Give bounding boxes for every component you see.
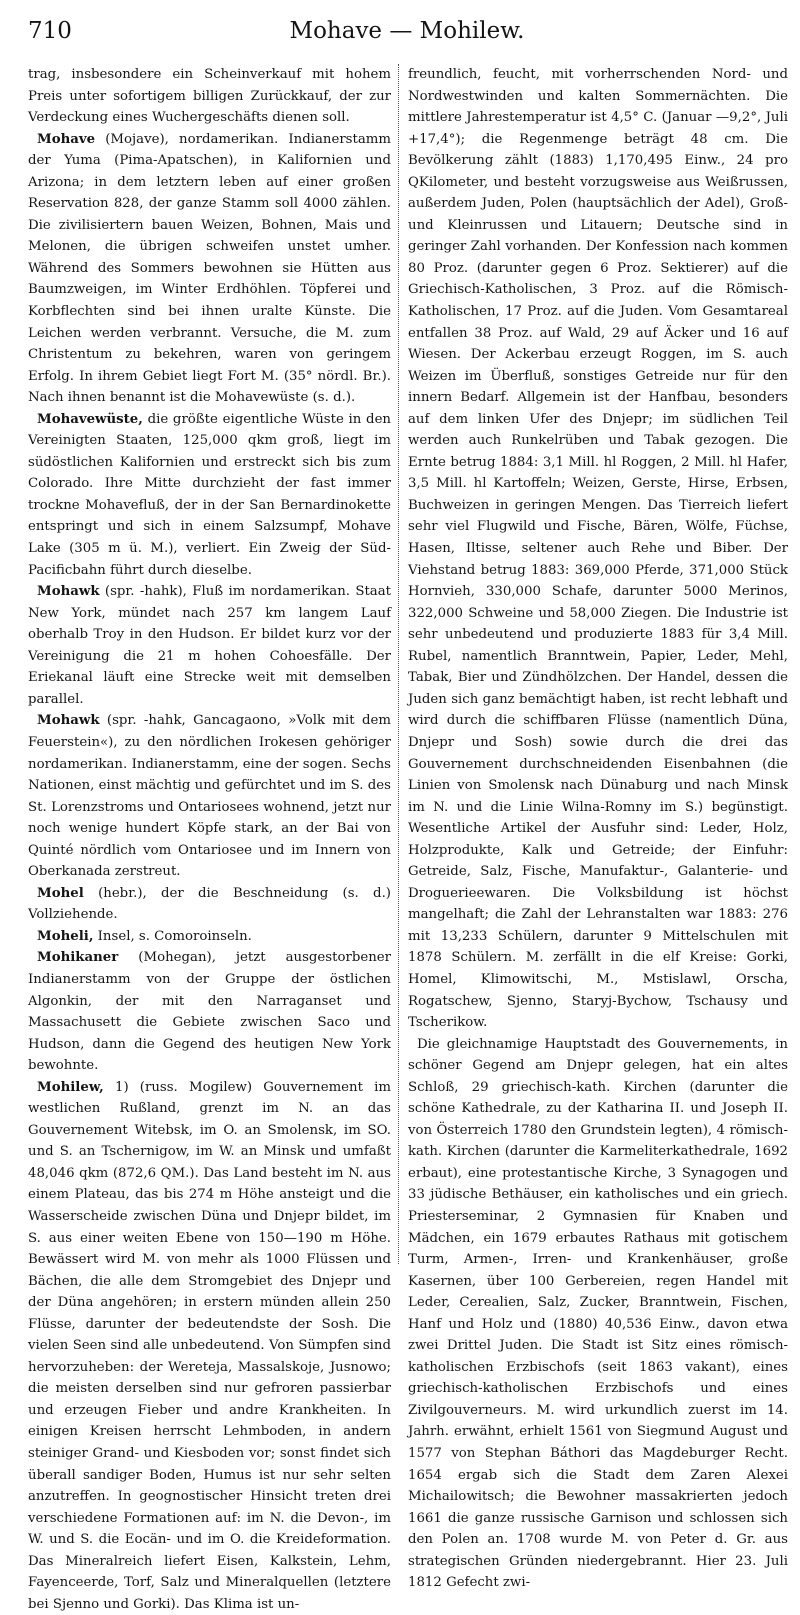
entry-mohave: [28, 129, 391, 409]
entry-text: (Mohegan), jetzt ausgestorbener Indianerstamm von der Gruppe der östlichen Algonkin, der mit den Narraganset und Massachusett die Gebiete zwischen Saco und Hudson, dann die Gegend des heutigen New York bewohnte.: [28, 950, 391, 1074]
headword: Mohawk: [37, 713, 100, 729]
entry-text: Die gleichnamige Hauptstadt des Gouvernements, in schöner Gegend am Dnjepr gelegen, hat ein altes Schloß, 29 griechisch-kath. Kirchen (darunter die schöne Kathedrale, zu der Katharina II. und Joseph II. von Österreich 1780 den Grundstein legten), 4 römisch-kath. Kirchen (darunter die Karmeliterkathedrale, 1692 erbaut), eine protestantische Kirche, 3 Synagogen und 33 jüdische Bethäuser, ein katholisches und ein griech. Priesterseminar, 2 Gymnasien für Knaben und Mädchen, ein 1679 erbautes Rathaus mit gotischem Turm, Armen-, Irren- und Krankenhäuser, große Kasernen, über 100 Gerbereien, regen Handel mit Leder, Cerealien, Salz, Zucker, Branntwein, Fischen, Hanf und Holz und (1880) 40,536 Einw., davon etwa zwei Drittel Juden. Die Stadt ist Sitz eines römisch-katholischen Erzbischofs (seit 1863 vakant), eines griechisch-katholischen Erzbischofs und eines Zivilgouverneurs. M. wird urkundlich zuerst im 14. Jahrh. erwähnt, erhielt 1561 von Siegmund August und 1577 von Stephan Báthori das Magdeburger Recht. 1654 ergab sich die Stadt dem Zaren Alexei Michailowitsch; die Bewohner massakrierten jedoch 1661 die ganze russische Garnison und schlossen sich den Polen an. 1708 wurde M. von Peter d. Gr. aus strategischen Gründen niedergebrannt. Hier 23. Juli 1812 Gefecht zwi-: [408, 1036, 788, 1591]
entry-text: (Mojave), nordamerikan. Indianerstamm der Yuma (Pima-Apatschen), in Kalifornien und Arizona; in dem letztern leben auf einer großen Reservation 828, der ganze Stamm soll 4000 zählen. Die zivilisiertern bauen Weizen, Bohnen, Mais und Melonen, die übrigen schweifen unstet umher. Während des Sommers bewohnen sie Hütten aus Baumzweigen, im Winter Erdhöhlen. Töpferei und Korbflechten sind bei ihnen uralte Künste. Die Leichen werden verbrannt. Versuche, die M. zum Christentum zu bekehren, waren von geringem Erfolg. In ihrem Gebiet liegt Fort M. (35° nördl. Br.). Nach ihnen benannt ist die Mohavewüste (s. d.).: [28, 131, 391, 406]
headword: Moheli,: [37, 928, 94, 944]
right-column: [408, 64, 788, 1591]
entry-moheli: [28, 926, 391, 948]
headword: Mohilew,: [37, 1079, 104, 1095]
entry-continuation: trag, insbesondere ein Scheinverkauf mit hohem Preis unter sofortigem billigen Zurückkauf, der zur Verdeckung eines Wuchergeschäfts dienen soll.: [28, 67, 391, 126]
entry-text: Insel, s. Comoroinseln.: [93, 928, 252, 944]
headword: Mohel: [37, 885, 84, 901]
running-title: Mohave — Mohilew.: [289, 18, 525, 44]
entry-text: (hebr.), der die Beschneidung (s. d.) Vollziehende.: [28, 885, 391, 923]
entry-text: (spr. -hahk), Fluß im nordamerikan. Staat New York, mündet nach 257 km langem Lauf oberhalb Troy in den Hudson. Er bildet kurz vor der Vereinigung die 21 m hohen Cohoesfälle. Der Eriekanal läuft eine Strecke weit mit demselben parallel.: [28, 584, 391, 707]
entry-mohawk-tribe: [28, 710, 391, 882]
headword: Mohikaner: [37, 950, 119, 966]
entry-mohikaner: [28, 947, 391, 1076]
headword: Mohawk: [37, 584, 100, 600]
entry-continuation: [408, 64, 788, 1034]
entry-text: freundlich, feucht, mit vorherrschenden Nord- und Nordwestwinden und kalten Sommernächten. Die mittlere Jahrestemperatur ist 4,5° C. (Januar —9,2°, Juli +17,4°); die Regenmenge beträgt 48 cm. Die Bevölkerung zählt (1883) 1,170,495 Einw., 24 pro QKilometer, und besteht vorzugsweise aus Weißrussen, außerdem Juden, Polen (hauptsächlich der Adel), Groß- und Kleinrussen und Litauern; Deutsche sind in geringer Zahl vorhanden. Der Konfession nach kommen 80 Proz. (darunter gegen 6 Proz. Sektierer) auf die Griechisch-Katholischen, 3 Proz. auf die Römisch-Katholischen, 17 Proz. auf die Juden. Vom Gesamtareal entfallen 38 Proz. auf Wald, 29 auf Äcker und 16 auf Wiesen. Der Ackerbau erzeugt Roggen, im S. auch Weizen im Überfluß, sonstiges Getreide nur für den innern Bedarf. Allgemein ist der Hanfbau, besonders auf dem linken Ufer des Dnjepr; im südlichen Teil werden auch Runkelrüben und Tabak gezogen. Die Ernte betrug 1884: 3,1 Mill. hl Roggen, 2 Mill. hl Hafer, 3,5 Mill. hl Kartoffeln; Weizen, Gerste, Hirse, Erbsen, Buchweizen in geringen Mengen. Das Tierreich liefert sehr viel Flugwild und Fische, Bären, Wölfe, Füchse, Hasen, Iltisse, seltener auch Rehe und Biber. Der Viehstand betrug 1883: 369,000 Pferde, 371,000 Stück Hornvieh, 330,000 Schafe, darunter 5000 Merinos, 322,000 Schweine und 58,000 Ziegen. Die Industrie ist sehr unbedeutend und produzierte 1883 für 3,4 Mill. Rubel, namentlich Branntwein, Papier, Leder, Mehl, Tabak, Bier und Zündhölzchen. Der Handel, dessen die Juden sich ganz bemächtigt haben, ist recht lebhaft und wird durch die schiffbaren Flüsse (namentlich Düna, Dnjepr und Sosh) sowie durch die drei das Gouvernement durchschneidenden Eisenbahnen (die Linien von Smolensk nach Dünaburg und nach Minsk im N. und die Linie Wilna-Romny im S.) begünstigt. Wesentliche Artikel der Ausfuhr sind: Leder, Holz, Holzprodukte, Kalk und Getreide; der Einfuhr: Getreide, Salz, Fische, Manufaktur-, Galanterie- und Droguerieewaren. Die Volksbildung ist höchst mangelhaft; die Zahl der Lehranstalten war 1883: 276 mit 13,233 Schülern, darunter 9 Mittelschulen mit 1878 Schülern. M. zerfällt in die elf Kreise: Gorki, Homel, Klimowitschi, M., Mstislawl, Orscha, Rogatschew, Sjenno, Staryj-Bychow, Tschausy und Tscherikow.: [408, 67, 788, 1031]
entry-text: 1) (russ. Mogilew) Gouvernement im westlichen Rußland, grenzt im N. an das Gouvernement Witebsk, im O. an Smolensk, im SO. und S. an Tschernigow, im W. an Minsk und umfaßt 48,046 qkm (872,6 QM.). Das Land besteht im N. aus einem Plateau, das bis 274 m Höhe ansteigt und die Wasserscheide zwischen Düna und Dnjepr bildet, im S. aus einer weiten Ebene von 150—190 m Höhe. Bewässert wird M. von mehr als 1000 Flüssen und Bächen, die alle dem Stromgebiet des Dnjepr und der Düna angehören; in erstern münden allein 250 Flüsse, darunter der bedeutendste der Sosh. Die vielen Seen sind alle unbedeutend. Von Sümpfen sind hervorzuheben: der Wereteja, Massalskoje, Jusnowo; die meisten derselben sind nur gefroren passierbar und erzeugen Fieber und andre Krankheiten. In einigen Kreisen herrscht Lehmboden, in andern steiniger Grand- und Kiesboden vor; sonst findet sich überall sandiger Boden, Humus ist nur sehr selten anzutreffen. In geognostischer Hinsicht treten drei verschiedene Formationen auf: im N. die Devon-, im W. und S. die Eocän- und im O. die Kreideformation. Das Mineralreich liefert Eisen, Kalkstein, Lehm, Fayenceerde, Torf, Salz und Mineralquellen (letztere bei Sjenno und Gorki). Das Klima ist un-: [28, 1079, 391, 1612]
entry-mohavewueste: [28, 409, 391, 581]
headword: Mohavewüste,: [37, 411, 143, 427]
entry-text: die größte eigentliche Wüste in den Vereinigten Staaten, 125,000 qkm groß, liegt im südöstlichen Kalifornien und erstreckt sich bis zum Colorado. Ihre Mitte durchzieht der fast immer trockne Mohavefluß, der in der San Bernardinokette entspringt und sich in einem Salzsumpf, Mohave Lake (305 m ü. M.), verliert. Ein Zweig der Süd-Pacificbahn führt durch dieselbe.: [28, 411, 391, 578]
entry-mohel: [28, 883, 391, 926]
entry-text: (spr. -hahk, Gancagaono, »Volk mit dem Feuerstein«), zu den nördlichen Irokesen gehöriger nordamerikan. Indianerstamm, eine der sogen. Sechs Nationen, einst mächtig und gefürchtet und im S. des St. Lorenzstroms und Ontariosees wohnend, jetzt nur noch wenige hundert Köpfe stark, an der Bai von Quinté nördlich vom Ontariosee und im Innern von Oberkanada zerstreut.: [28, 713, 391, 880]
page-number: 710: [28, 18, 72, 44]
headword: Mohave: [37, 131, 96, 147]
left-column: [28, 64, 391, 1612]
entry-mohawk-river: [28, 581, 391, 710]
page-header: [28, 10, 786, 54]
entry-mohilew: [28, 1077, 391, 1615]
entry-mohilew-city: [408, 1034, 788, 1594]
column-divider: [398, 64, 399, 1264]
